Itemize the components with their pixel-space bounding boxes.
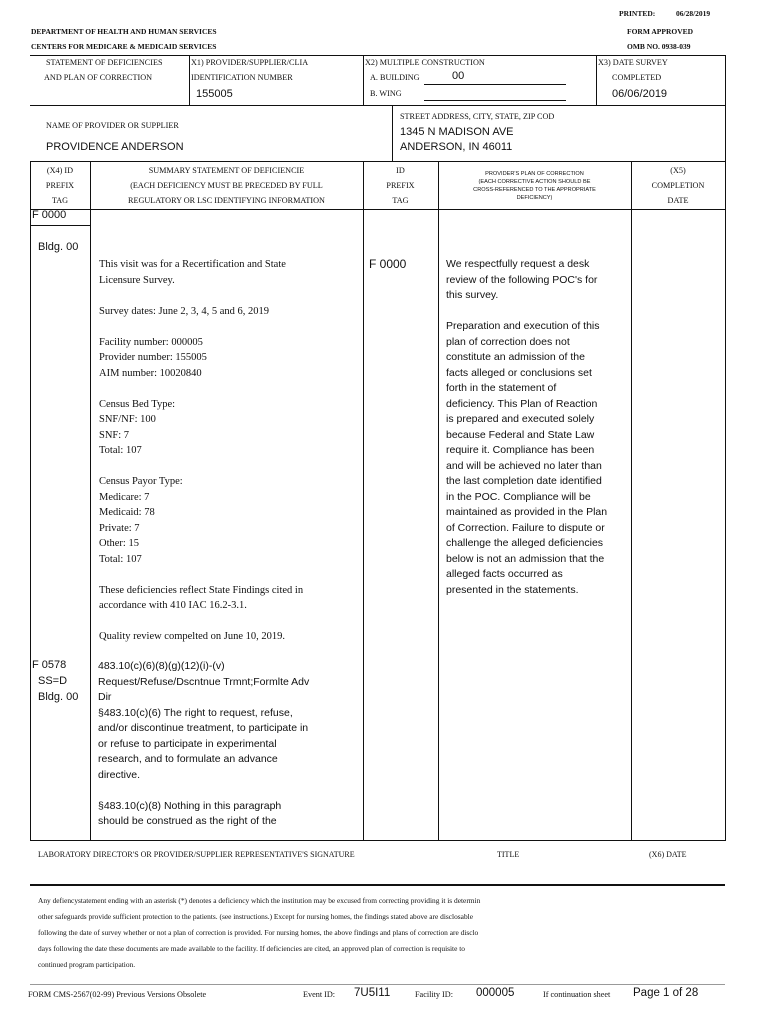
plan-line: We respectfully request a desk bbox=[446, 258, 590, 270]
summary-line bbox=[99, 459, 361, 475]
survey-completed-date: 06/06/2019 bbox=[612, 88, 668, 100]
id-header-2: PREFIX bbox=[386, 181, 415, 190]
id-tag-f0000: F 0000 bbox=[369, 257, 407, 271]
bldg-label-2: Bldg. 00 bbox=[38, 691, 79, 703]
disclaimer-text bbox=[38, 893, 723, 973]
address-line-1: 1345 N MADISON AVE bbox=[400, 126, 514, 138]
rule-4 bbox=[30, 209, 725, 210]
plan-line: Preparation and execution of this bbox=[446, 320, 600, 332]
plan-header-4: DEFICIENCY) bbox=[516, 195, 553, 201]
event-id-value: 7U5I11 bbox=[354, 987, 391, 999]
col-line-left bbox=[30, 161, 31, 841]
summary-header-3: REGULATORY OR LSC IDENTIFYING INFORMATION bbox=[128, 196, 325, 205]
col-line-2 bbox=[90, 161, 91, 841]
address-label: STREET ADDRESS, CITY, STATE, ZIP COD bbox=[400, 112, 555, 121]
id-header-1: ID bbox=[396, 166, 405, 175]
plan-of-correction-text bbox=[446, 257, 628, 598]
plan-header-3: CROSS-REFERENCED TO THE APPROPRIATE bbox=[473, 187, 596, 193]
rule-2 bbox=[30, 105, 725, 106]
tag-f0578: F 0578 bbox=[32, 659, 67, 671]
summary-line: Facility number: 000005 bbox=[99, 336, 203, 348]
summary-line bbox=[99, 319, 361, 335]
summary-line: Licensure Survey. bbox=[99, 274, 175, 286]
rule-top bbox=[30, 55, 725, 56]
plan-line: the last completion date identified bbox=[446, 475, 602, 487]
summary-line bbox=[99, 567, 361, 583]
summary-line: Census Payor Type: bbox=[99, 476, 183, 487]
rule-v3 bbox=[596, 55, 597, 105]
bldg-label: Bldg. 00 bbox=[38, 241, 79, 253]
department-title: DEPARTMENT OF HEALTH AND HUMAN SERVICES bbox=[31, 27, 217, 36]
plan-line: deficiency. This Plan of Reaction bbox=[446, 397, 598, 410]
regulation-line bbox=[98, 783, 362, 799]
regulation-line: Request/Refuse/Dscntnue Trmnt;Formlte Adv bbox=[98, 675, 310, 688]
plan-line: constitute an admission of the bbox=[446, 351, 585, 363]
summary-line: AIM number: 10020840 bbox=[99, 367, 202, 379]
regulation-line: research, and to formulate an advance bbox=[98, 753, 278, 765]
summary-line: SNF/NF: 100 bbox=[99, 414, 156, 425]
regulation-line: §483.10(c)(8) Nothing in this paragraph bbox=[98, 799, 282, 812]
plan-line: and will be achieved no later than bbox=[446, 459, 602, 472]
x1-label-1: X1) PROVIDER/SUPPLIER/CLIA bbox=[191, 58, 309, 67]
summary-header-1: SUMMARY STATEMENT OF DEFICIENCIE bbox=[148, 166, 305, 175]
x5-header-1: (X5) bbox=[670, 166, 686, 175]
rule-body-bottom bbox=[30, 840, 725, 841]
plan-line: in the POC. Compliance will be bbox=[446, 490, 591, 503]
signature-label: LABORATORY DIRECTOR'S OR PROVIDER/SUPPLIER REPRESENTATIVE'S SIGNATURE bbox=[38, 850, 355, 859]
rule-3 bbox=[30, 161, 725, 162]
regulation-line: or refuse to participate in experimental bbox=[98, 737, 277, 750]
plan-line: facts alleged or conclusions set bbox=[446, 366, 592, 379]
plan-header-1: PROVIDER'S PLAN OF CORRECTION bbox=[485, 171, 584, 177]
plan-line: below is not an admission that the bbox=[446, 552, 605, 565]
regulation-line: Dir bbox=[98, 691, 112, 703]
x3-label-1: X3) DATE SURVEY bbox=[598, 58, 668, 67]
rule-v2 bbox=[363, 55, 364, 105]
form-approved: FORM APPROVED bbox=[627, 27, 694, 36]
summary-line: This visit was for a Recertification and State bbox=[99, 259, 286, 270]
plan-line: plan of correction does not bbox=[446, 335, 570, 348]
plan-line: challenge the alleged deficiencies bbox=[446, 537, 604, 549]
disclaimer-line: continued program participation. bbox=[38, 960, 136, 969]
summary-line: SNF: 7 bbox=[99, 429, 130, 441]
summary-line: Survey dates: June 2, 3, 4, 5 and 6, 2019 bbox=[99, 305, 270, 317]
x3-label-2: COMPLETED bbox=[612, 73, 662, 82]
regulation-line: §483.10(c)(6) The right to request, refuse, bbox=[98, 706, 293, 719]
signature-rule bbox=[30, 884, 725, 886]
summary-line: accordance with 410 IAC 16.2-3.1. bbox=[99, 600, 247, 611]
plan-line: forth in the statement of bbox=[446, 382, 557, 394]
summary-line: Private: 7 bbox=[99, 522, 140, 534]
plan-line: because Federal and State Law bbox=[446, 428, 595, 441]
regulation-line: 483.10(c)(6)(8)(g)(12)(i)-(v) bbox=[98, 660, 225, 672]
tag-f0000: F 0000 bbox=[32, 209, 67, 221]
plan-line: presented in the statements. bbox=[446, 583, 579, 596]
regulation-line: and/or discontinue treatment, to participate in bbox=[98, 722, 309, 734]
summary-line: Total: 107 bbox=[99, 445, 142, 456]
plan-line: review of the following POC's for bbox=[446, 273, 598, 286]
page-number: Page 1 of 28 bbox=[633, 987, 699, 999]
facility-id-label: Facility ID: bbox=[415, 990, 453, 999]
summary-line bbox=[99, 288, 361, 304]
plan-line bbox=[446, 304, 628, 320]
x1-label-2: IDENTIFICATION NUMBER bbox=[191, 73, 293, 82]
continuation-label: If continuation sheet bbox=[543, 990, 611, 999]
disclaimer-line: days following the date these documents are made available to the facility. If deficiencies are cited, an approved plan of correction is requisite to bbox=[38, 944, 465, 953]
plan-line: alleged facts occurred as bbox=[446, 568, 563, 580]
scope-severity: SS=D bbox=[38, 675, 68, 687]
x4-header-3: TAG bbox=[51, 196, 69, 205]
summary-line: Total: 107 bbox=[99, 553, 142, 565]
summary-line: Medicaid: 78 bbox=[99, 507, 155, 518]
summary-line: Other: 15 bbox=[99, 538, 139, 549]
facility-id-value: 000005 bbox=[476, 987, 515, 999]
regulation-text bbox=[98, 659, 362, 830]
printed-date: 06/28/2019 bbox=[676, 9, 711, 18]
col-line-right bbox=[725, 55, 726, 841]
plan-line: this survey. bbox=[446, 289, 499, 301]
disclaimer-line: other safeguards provide sufficient protection to the patients. (see instructions.) Except for nursing homes, the findings stated above are disclosable bbox=[38, 912, 473, 921]
footer-rule bbox=[30, 984, 725, 985]
x4-header-1: (X4) ID bbox=[46, 166, 74, 175]
omb-number: OMB NO. 0938-039 bbox=[627, 42, 691, 51]
date-label: (X6) DATE bbox=[649, 850, 687, 859]
title-label: TITLE bbox=[497, 850, 520, 859]
summary-line: Quality review compelted on June 10, 2019. bbox=[99, 631, 286, 642]
disclaimer-line: following the date of survey whether or not a plan of correction is provided. For nursing homes, the above findings and plans of correction are disclo bbox=[38, 928, 479, 937]
x4-header-2: PREFIX bbox=[45, 181, 75, 190]
printed-label: PRINTED: bbox=[619, 9, 656, 18]
wing-label: B. WING bbox=[370, 89, 402, 98]
x2-label: X2) MULTIPLE CONSTRUCTION bbox=[365, 58, 485, 67]
building-label: A. BUILDING bbox=[370, 73, 420, 82]
tag-divider bbox=[30, 225, 90, 226]
x5-header-2: COMPLETION bbox=[651, 181, 705, 190]
summary-line bbox=[99, 381, 361, 397]
provider-id-value: 155005 bbox=[196, 88, 233, 100]
rule-v1 bbox=[189, 55, 190, 105]
disclaimer-line: Any defiencystatement ending with an asterisk (*) denotes a deficiency which the institution may be excused from correcting providing it is determin bbox=[38, 896, 481, 905]
regulation-line: should be construed as the right of the bbox=[98, 815, 277, 827]
summary-header-2: (EACH DEFICIENCY MUST BE PRECEDED BY FULL bbox=[130, 181, 323, 190]
building-value: 00 bbox=[452, 70, 465, 82]
x5-header-3: DATE bbox=[667, 196, 689, 205]
summary-line: These deficiencies reflect State Findings cited in bbox=[99, 584, 304, 596]
wing-underline bbox=[424, 100, 566, 101]
summary-line: Medicare: 7 bbox=[99, 491, 150, 503]
building-underline bbox=[424, 84, 566, 85]
regulation-line: directive. bbox=[98, 768, 141, 781]
address-line-2: ANDERSON, IN 46011 bbox=[400, 141, 513, 153]
statement-label-2: AND PLAN OF CORRECTION bbox=[44, 73, 153, 82]
statement-label-1: STATEMENT OF DEFICIENCIES bbox=[46, 58, 163, 67]
event-id-label: Event ID: bbox=[303, 990, 336, 999]
plan-header-2: (EACH CORRECTIVE ACTION SHOULD BE bbox=[478, 179, 591, 185]
summary-line bbox=[99, 614, 361, 630]
form-id: FORM CMS-2567(02-99) Previous Versions Obsolete bbox=[28, 990, 207, 999]
rule-v4 bbox=[392, 105, 393, 161]
col-line-5 bbox=[631, 161, 632, 841]
id-header-3: TAG bbox=[392, 196, 409, 205]
plan-line: is prepared and executed solely bbox=[446, 413, 595, 425]
plan-line: maintained as provided in the Plan bbox=[446, 506, 608, 518]
summary-line: Census Bed Type: bbox=[99, 398, 176, 410]
summary-statement-text bbox=[99, 257, 361, 645]
provider-name-value: PROVIDENCE ANDERSON bbox=[46, 141, 184, 153]
col-line-4 bbox=[438, 161, 439, 841]
col-line-3 bbox=[363, 161, 364, 841]
plan-line: require it. Compliance has been bbox=[446, 444, 595, 456]
summary-line: Provider number: 155005 bbox=[99, 352, 207, 363]
plan-line: of Correction. Failure to dispute or bbox=[446, 521, 605, 534]
centers-title: CENTERS FOR MEDICARE & MEDICAID SERVICES bbox=[31, 42, 217, 51]
provider-name-label: NAME OF PROVIDER OR SUPPLIER bbox=[46, 121, 179, 130]
